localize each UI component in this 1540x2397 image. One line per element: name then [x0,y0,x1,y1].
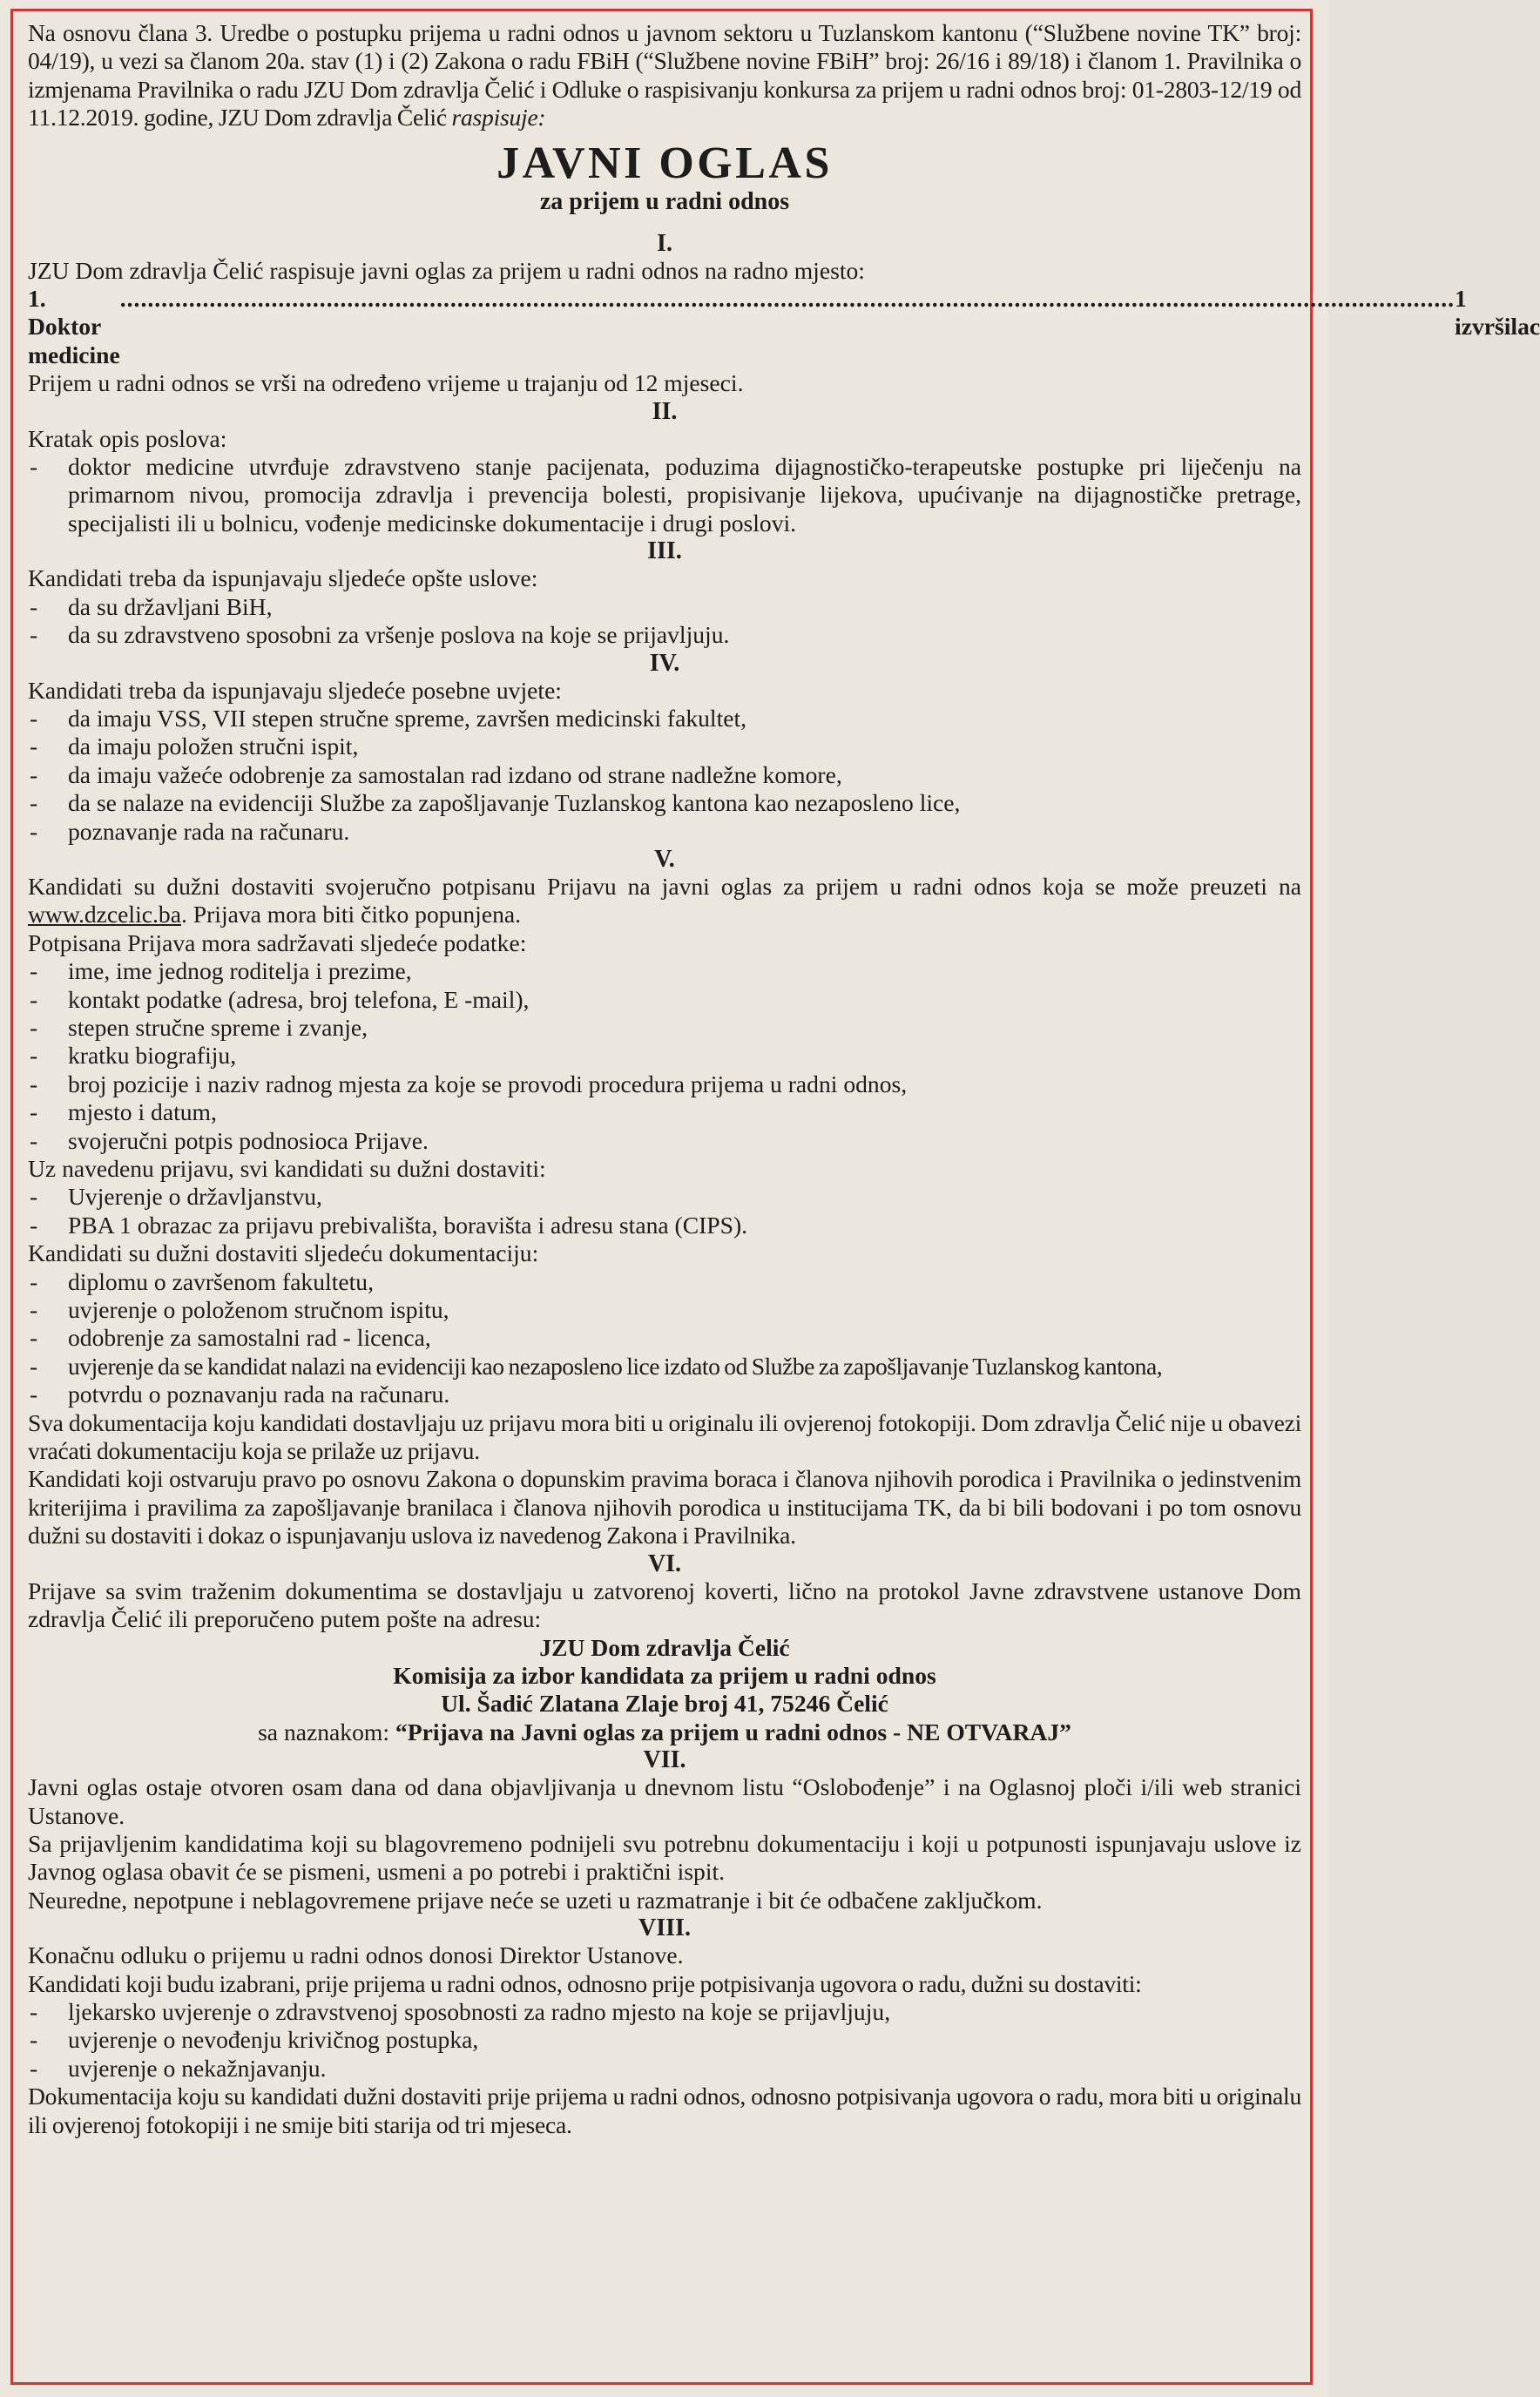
list-item: - mjesto i datum, [28,1098,1301,1126]
list-item: - kratku biografiju, [28,1042,1301,1070]
ad-title: JAVNI OGLAS [496,138,833,188]
list-item: - diplomu o završenom fakultetu, [28,1268,1301,1296]
address-line: JZU Dom zdravlja Čelić [539,1633,790,1661]
position-leader-dots: .................................................................................................................................................................................................. [119,285,1456,313]
list-item: - uvjerenje o nekažnjavanju. [28,2055,1301,2083]
list-item: - PBA 1 obrazac za prijavu prebivališta, boravišta i adresu stana (CIPS). [28,1212,1301,1239]
section-heading: Kratak opis poslova: [28,424,227,452]
section-heading: Kandidati su dužni dostaviti sljedeću dokumentaciju: [28,1239,539,1267]
section-heading: Potpisana Prijava mora sadržavati sljedeće podatke: [28,928,527,956]
deadline-paragraph: Javni oglas ostaje otvoren osam dana od dana objavljivanja u dnevnom listu “Oslobođenje” i na Oglasnoj ploči i/ili web stranici Ustanove. [28,1773,1301,1829]
section-number: VIII. [638,1914,691,1942]
list-item: - da se nalaze na evidenciji Službe za zapošljavanje Tuzlanskog kantona kao nezaposleno lice, [28,789,1301,817]
required-certificates-list [28,1183,1301,1239]
list-item: - da su državljani BiH, [28,593,1301,621]
list-item: - kontakt podatke (adresa, broj telefona, E -mail), [28,986,1301,1014]
section-number: III. [647,537,682,565]
envelope-note: sa naznakom: “Prijava na Javni oglas za prijem u radni odnos - NE OTVARAJ” [258,1718,1071,1745]
submission-paragraph: Prijave sa svim traženim dokumentima se dostavljaju u zatvorenoj koverti, lično na protokol Javne zdravstvene ustanove Dom zdravlja Čelić ili preporučeno putem pošte na adresu: [28,1577,1301,1633]
list-item: - ljekarsko uvjerenje o zdravstvenoj sposobnosti za radno mjesto na koje se prijavljuju, [28,1998,1301,2026]
list-item: - da su zdravstveno sposobni za vršenje poslova na koje se prijavljuju. [28,621,1301,649]
list-item: - da imaju VSS, VII stepen stručne spreme, završen medicinski fakultet, [28,705,1301,733]
list-item: - da imaju položen stručni ispit, [28,733,1301,760]
position-label: 1. Doktor medicine [28,285,120,368]
list-item: - potvrdu o poznavanju rada na računaru. [28,1381,1301,1408]
section-number: VI. [647,1550,682,1577]
address-line: Ul. Šadić Zlatana Zlaje broj 41, 75246 Čelić [441,1690,888,1718]
intro-paragraph: Na osnovu člana 3. Uredbe o postupku prijema u radni odnos u javnom sektoru u Tuzlanskom kantonu (“Službene novine TK” broj: 04/19), u vezi sa članom 20a. stav (1) i (2) Zakona o radu FBiH (“Službene novine FBiH” broj: 26/16 i 89/18) i članom 1. Pravilnika o izmjenama Pravilnika o radu JZU Dom zdravlja Čelić i Odluke o raspisivanju konkursa za prijem u radni odnos broj: 01-2803-12/19 od 11.12.2019. godine, JZU Dom zdravlja Čelić raspisuje: [28,19,1301,132]
section-number: V. [654,845,675,873]
section-number: I. [657,229,672,257]
list-item: - odobrenje za samostalni rad - licenca, [28,1324,1301,1352]
list-item: - svojeručni potpis podnosioca Prijave. [28,1127,1301,1155]
section-heading: Uz navedenu prijavu, svi kandidati su dužni dostaviti: [28,1155,546,1182]
veterans-note: Kandidati koji ostvaruju pravo po osnovu Zakona o dopunskim pravima boraca i članova njihovih porodica i Pravilnika o jedinstvenim kriterijima i pravilima za zapošljavanje branilaca i članova njihovih porodica u institucijama TK, da bi bili bodovani i po tom osnovu dužni su dostaviti i dokaz o ispunjavanju uslova iz navedenog Zakona i Pravilnika. [28,1465,1301,1550]
duration-text: Prijem u radni odnos se vrši na određeno vrijeme u trajanju od 12 mjeseci. [28,369,744,397]
general-conditions-list [28,593,1301,650]
job-ad [28,19,1540,2139]
section-number: IV. [649,649,680,677]
intro-italic: raspisuje: [451,104,546,132]
address-line: Komisija za izbor kandidata za prijem u radni odnos [393,1661,936,1689]
exam-paragraph: Sa prijavljenim kandidatima koji su blagovremeno podnijeli svu potrebnu dokumentaciju i koji u potpunosti ispunjavaju uslove iz Javnog oglasa obavit će se pismeni, usmeni a po potrebi i praktični ispit. [28,1829,1301,1886]
duties-list [28,453,1301,537]
section-heading: Kandidati treba da ispunjavaju sljedeće posebne uvjete: [28,676,562,704]
position-count: 1 izvršilac [1455,285,1540,341]
decision-paragraph: Konačnu odluku o prijemu u radni odnos donosi Direktor Ustanove. [28,1941,684,1969]
list-item: - poznavanje rada na računaru. [28,818,1301,846]
section-number: II. [652,397,678,425]
list-item: - da imaju važeće odobrenje za samostalan rad izdano od strane nadležne komore, [28,761,1301,789]
list-item: - uvjerenje o položenom stručnom ispitu, [28,1296,1301,1324]
website-link[interactable]: www.dzcelic.ba [28,901,181,928]
ad-subtitle: za prijem u radni odnos [539,187,790,215]
special-conditions-list [28,705,1301,846]
list-item: - ime, ime jednog roditelja i prezime, [28,957,1301,985]
documentation-list [28,1268,1301,1409]
list-item: - doktor medicine utvrđuje zdravstveno stanje pacijenata, poduzima dijagnostičko-terapeutske postupke pri liječenju na primarnom nivou, promocija zdravlja i prevencija bolesti, propisivanje lijekova, upućivanje na dijagnostičke pretrage, specijalisti ili u bolnicu, vođenje medicinske dokumentacije i drugi poslovi. [28,453,1301,537]
list-item: - stepen stručne spreme i zvanje, [28,1014,1301,1042]
selected-candidates-paragraph: Kandidati koji budu izabrani, prije prijema u radni odnos, odnosno prije potpisivanja ugovora o radu, dužni su dostaviti: [28,1969,1142,1997]
list-item: - broj pozicije i naziv radnog mjesta za koje se provodi procedura prijema u radni odnos, [28,1070,1301,1098]
section-text: JZU Dom zdravlja Čelić raspisuje javni oglas za prijem u radni odnos na radno mjesto: [28,256,865,284]
list-item: - Uvjerenje o državljanstvu, [28,1183,1301,1211]
application-paragraph: Kandidati su dužni dostaviti svojeručno potpisanu Prijavu na javni oglas za prijem u radni odnos koja se može preuzeti na www.dzcelic.ba. Prijava mora biti čitko popunjena. [28,872,1301,928]
section-heading: Kandidati treba da ispunjavaju sljedeće opšte uslove: [28,564,538,592]
final-documents-list [28,1998,1301,2083]
final-paragraph: Dokumentacija koju su kandidati dužni dostaviti prije prijema u radni odnos, odnosno potpisivanja ugovora o radu, mora biti u originalu ili ovjerenoj fotokopiji i ne smije biti starija od tri mjeseca. [28,2083,1301,2138]
rejection-paragraph: Neuredne, nepotpune i neblagovremene prijave neće se uzeti u razmatranje i bit će odbačene zaključkom. [28,1886,1043,1914]
position-line [28,285,1540,369]
list-item: - uvjerenje o nevođenju krivičnog postupka, [28,2026,1301,2054]
documentation-note: Sva dokumentacija koju kandidati dostavljaju uz prijavu mora biti u originalu ili ovjerenoj fotokopiji. Dom zdravlja Čelić nije u obavezi vraćati dokumentaciju koja se prilaže uz prijavu. [28,1408,1301,1465]
application-data-list [28,957,1301,1155]
section-number: VII. [643,1746,686,1774]
list-item: - uvjerenje da se kandidat nalazi na evidenciji kao nezaposleno lice izdato od Službe za zapošljavanje Tuzlanskog kantona, [28,1353,1301,1381]
